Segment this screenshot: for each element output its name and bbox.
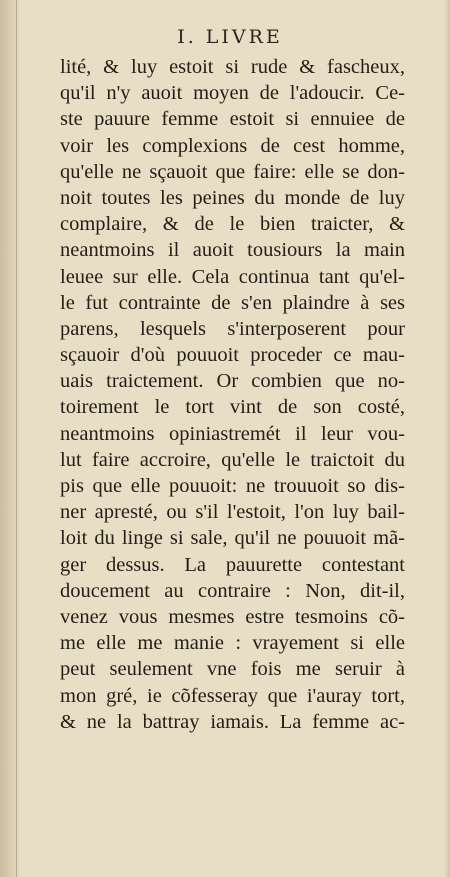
text-line: venez vous mesmes estre tesmoins cõ-: [60, 605, 405, 628]
text-line: neantmoins opiniastremét il leur vou-: [60, 422, 405, 445]
page-gutter: [0, 0, 22, 877]
text-line: le fut contrainte de s'en plaindre à ses: [60, 291, 405, 314]
text-line: pis que elle pouuoit: ne trouuoit so dis-: [60, 475, 405, 497]
text-line: ger dessus. La pauurette contestant: [60, 553, 405, 576]
text-line: complaire, & de le bien traicter, &: [60, 213, 405, 236]
text-line: ste pauure femme estoit si ennuiee de: [60, 108, 405, 131]
text-line: loit du linge si sale, qu'il ne pouuoit mã-: [60, 527, 405, 550]
text-line: qu'il n'y auoit moyen de l'adoucir. Ce-: [60, 82, 405, 105]
text-line: voir les complexions de cest homme,: [60, 134, 405, 157]
text-line: neantmoins il auoit tousiours la main: [60, 239, 405, 262]
text-line: sçauoir d'où pouuoit proceder ce mau-: [60, 344, 405, 367]
text-line: parens, lesquels s'interposerent pour: [60, 317, 405, 340]
text-line: noit toutes les peines du monde de luy: [60, 186, 405, 209]
text-line: uais traictement. Or combien que no-: [60, 370, 405, 393]
running-head: I. LIVRE: [177, 26, 283, 48]
gutter-fold-line: [16, 0, 17, 877]
text-line: toirement le tort vint de son costé,: [60, 396, 405, 419]
text-line: lut faire accroire, qu'elle le traictoit du: [60, 448, 405, 471]
page-edge-shadow: [444, 0, 450, 877]
text-line: & ne la battray iamais. La femme ac-: [60, 710, 405, 733]
text-line: me elle me manie : vrayement si elle: [60, 632, 405, 655]
text-line: mon gré, ie cõfesseray que i'auray tort,: [60, 684, 405, 707]
text-line: lité, & luy estoit si rude & fascheux,: [60, 56, 405, 78]
text-line: peut seulement vne fois me seruir à: [60, 658, 405, 681]
text-line: ner apresté, ou s'il l'estoit, l'on luy bail-: [60, 501, 405, 524]
text-line: qu'elle ne sçauoit que faire: elle se don-: [60, 160, 405, 183]
text-line: doucement au contraire : Non, dit-il,: [60, 579, 405, 602]
text-line: leuee sur elle. Cela continua tant qu'el-: [60, 265, 405, 288]
body-text: [60, 54, 405, 735]
